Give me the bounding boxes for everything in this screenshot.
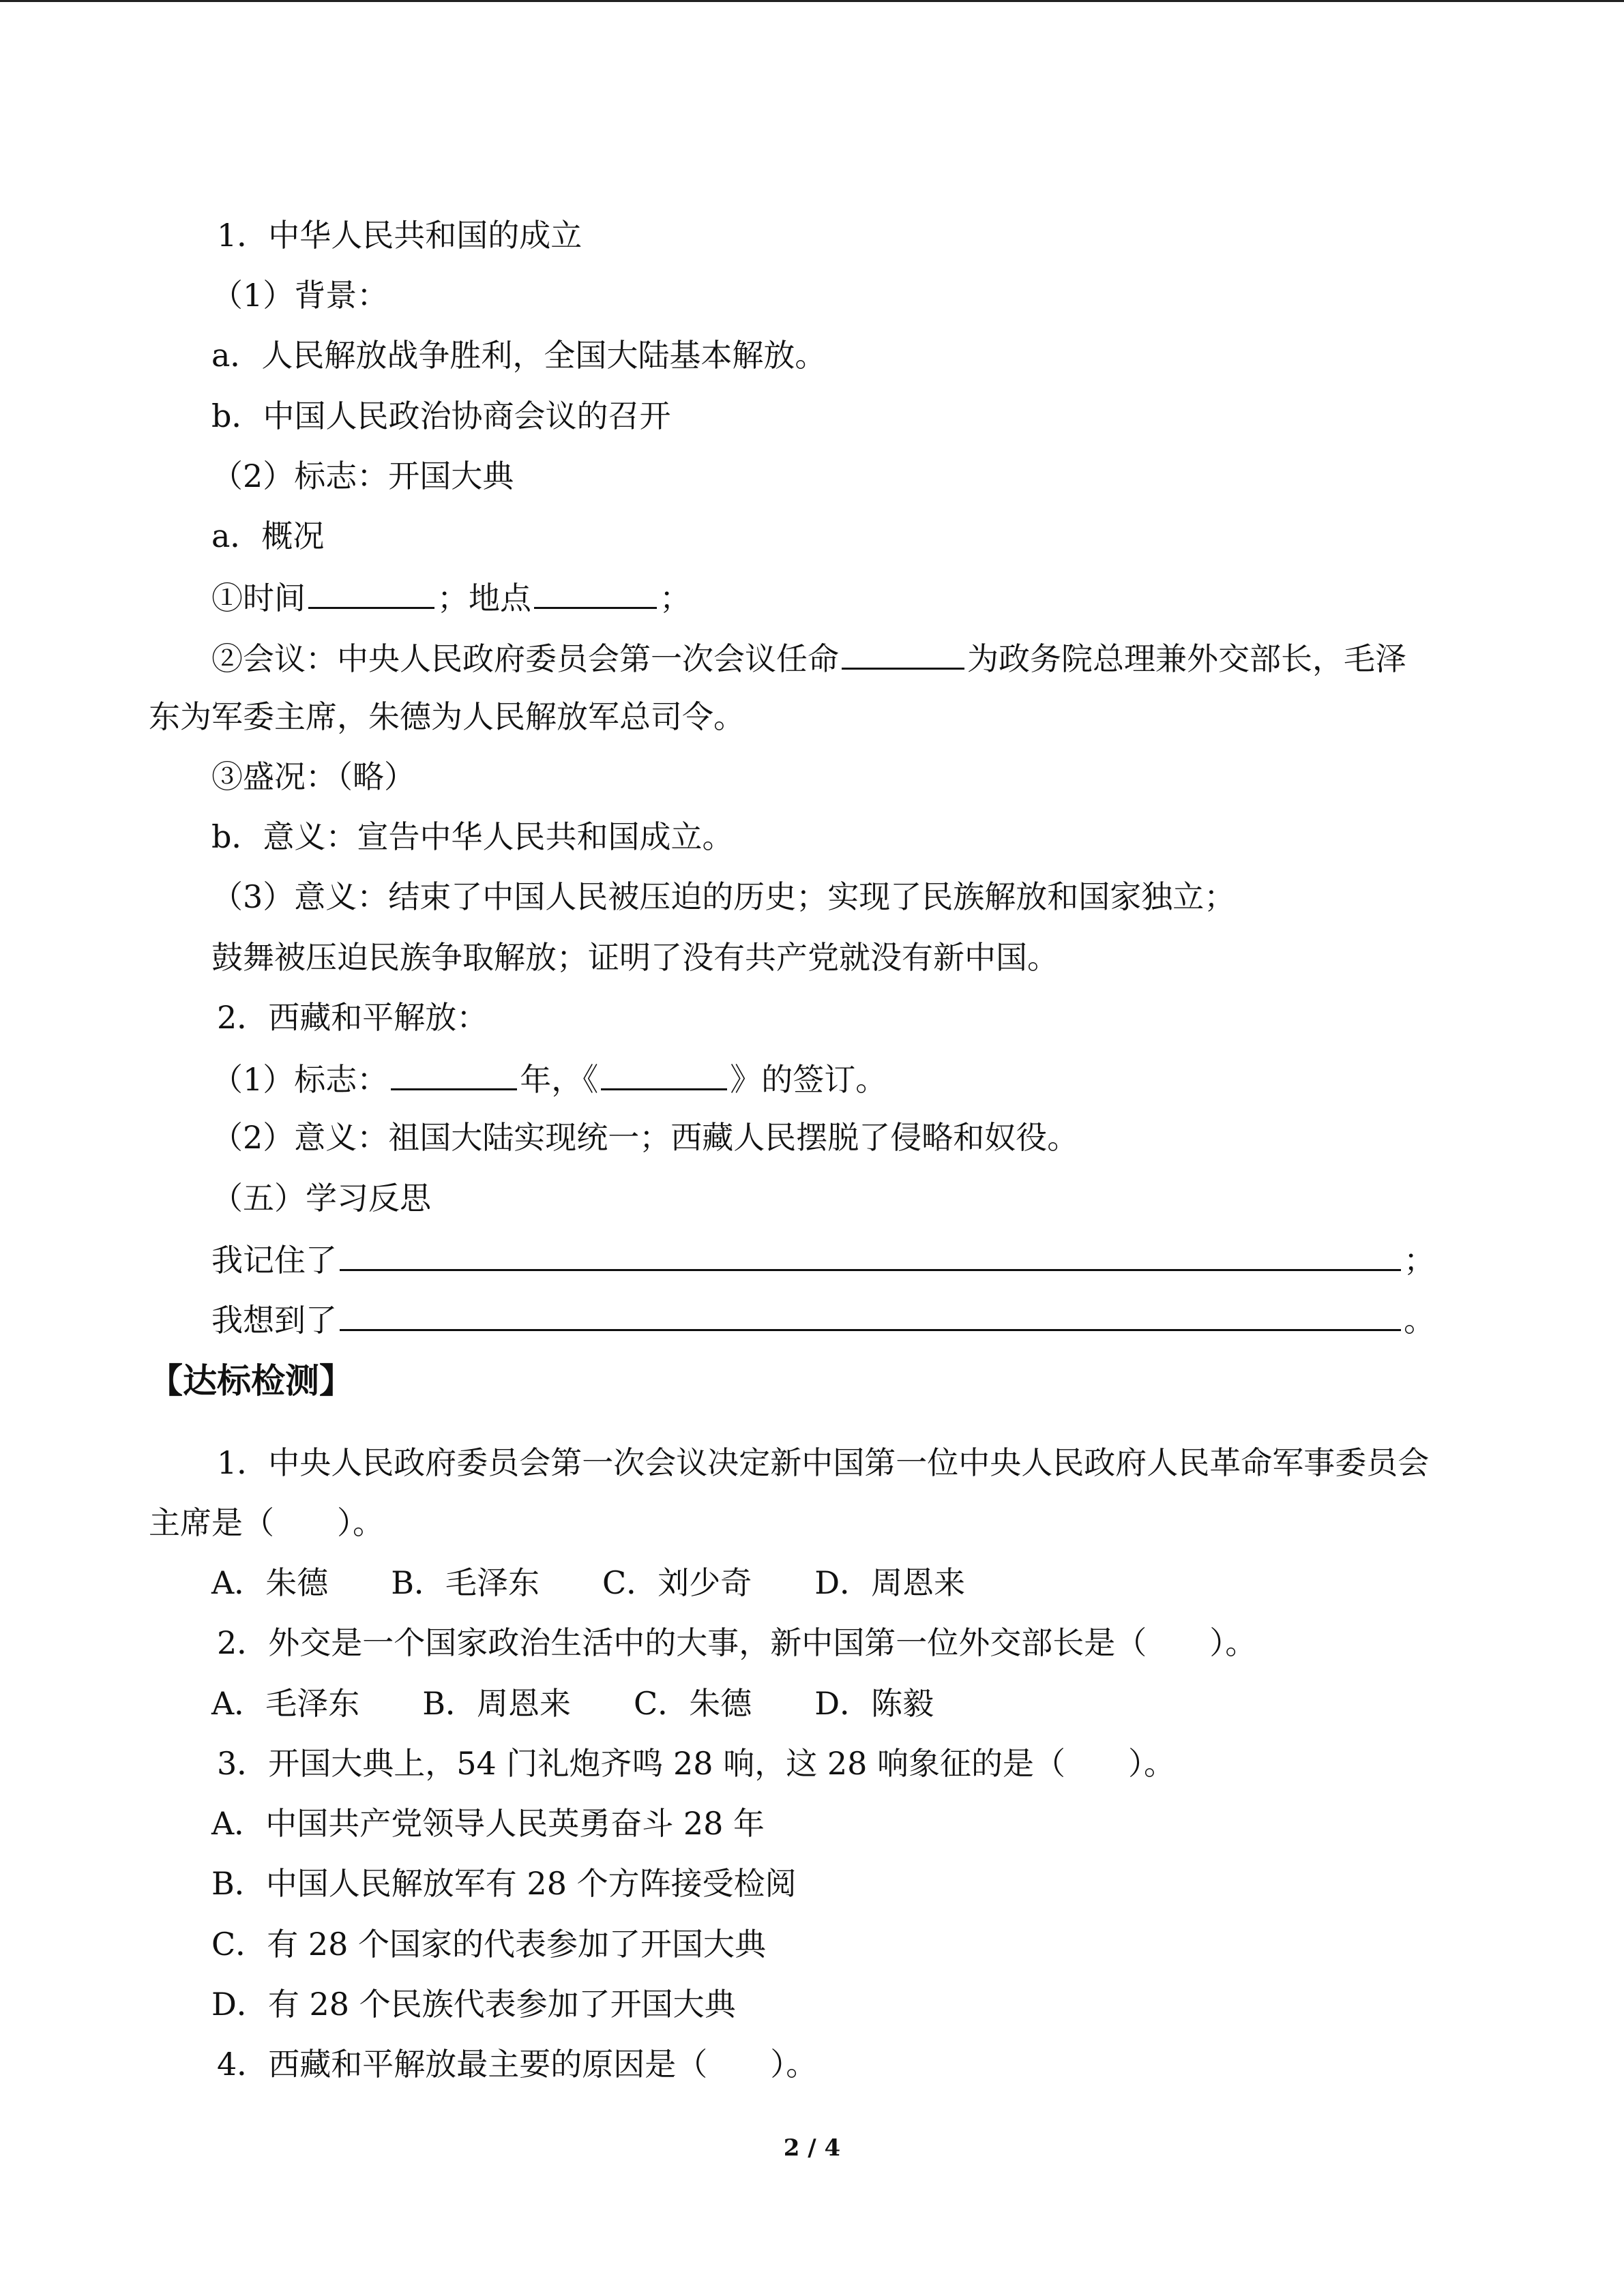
year-blank[interactable]	[391, 1057, 517, 1090]
remember-end: ；	[1404, 1242, 1435, 1279]
think-blank[interactable]	[340, 1298, 1401, 1331]
overview-label: a．概况	[211, 518, 325, 554]
question-1-options: A．朱德 B．毛泽东 C．刘少奇 D．周恩来	[211, 1564, 966, 1601]
tibet-sign-line	[211, 1057, 887, 1100]
question-3: 3．开国大典上，54 门礼炮齐鸣 28 响，这 28 响象征的是（ ）。	[217, 1745, 1175, 1782]
meeting-prefix: ②会议：中央人民政府委员会第一次会议任命	[211, 640, 839, 677]
question-1-line-2: 主席是（ ）。	[149, 1504, 384, 1541]
significance-line-2: 鼓舞被压迫民族争取解放；证明了没有共产党就没有新中国。	[211, 939, 1059, 976]
significance-line-1: （3）意义：结束了中国人民被压迫的历史；实现了民族解放和国家独立；	[211, 878, 1236, 915]
top-border	[0, 0, 1624, 2]
think-line	[211, 1298, 1435, 1341]
question-2: 2．外交是一个国家政治生活中的大事，新中国第一位外交部长是（ ）。	[217, 1624, 1257, 1661]
time-label: ①时间	[211, 580, 306, 616]
question-3-option-b: B．中国人民解放军有 28 个方阵接受检阅	[211, 1865, 797, 1902]
place-blank[interactable]	[534, 576, 657, 609]
background-a: a．人民解放战争胜利，全国大陆基本解放。	[211, 337, 827, 374]
question-2-options: A．毛泽东 B．周恩来 C．朱德 D．陈毅	[211, 1685, 934, 1722]
question-4: 4．西藏和平解放最主要的原因是（ ）。	[217, 2046, 818, 2083]
remember-blank[interactable]	[340, 1238, 1401, 1271]
tibet-sign-prefix: （1）标志：	[211, 1061, 389, 1098]
think-end: 。	[1404, 1302, 1435, 1339]
agreement-blank[interactable]	[601, 1057, 727, 1090]
meeting-suffix: 为政务院总理兼外交部长，毛泽	[967, 640, 1406, 677]
time-blank[interactable]	[308, 576, 434, 609]
meaning-b: b．意义：宣告中华人民共和国成立。	[211, 818, 734, 855]
question-3-option-a: A．中国共产党领导人民英勇奋斗 28 年	[211, 1805, 765, 1842]
premier-blank[interactable]	[842, 636, 964, 670]
place-label: ；地点	[437, 580, 531, 616]
section1-title: 1．中华人民共和国的成立	[217, 217, 582, 254]
background-b: b．中国人民政治协商会议的召开	[211, 398, 671, 434]
tibet-meaning: （2）意义：祖国大陆实现统一；西藏人民摆脱了侵略和奴役。	[211, 1119, 1079, 1156]
section2-title: 2．西藏和平解放：	[217, 999, 488, 1036]
tibet-year-label: 年，《	[520, 1061, 599, 1098]
meeting-line	[211, 636, 1406, 679]
question-3-option-d: D．有 28 个民族代表参加了开国大典	[211, 1986, 736, 2023]
reflection-title: （五）学习反思	[211, 1180, 431, 1217]
question-3-option-c: C．有 28 个国家的代表参加了开国大典	[211, 1926, 766, 1963]
think-label: 我想到了	[211, 1302, 337, 1339]
practice-heading: 【达标检测】	[149, 1361, 353, 1401]
remember-label: 我记住了	[211, 1242, 337, 1279]
remember-line	[211, 1238, 1435, 1281]
grand-occasion: ③盛况：（略）	[211, 758, 415, 795]
background-heading: （1）背景：	[211, 277, 389, 314]
tibet-sign-end: 》的签订。	[730, 1061, 887, 1098]
time-place-line	[211, 576, 691, 618]
meeting-line-2: 东为军委主席，朱德为人民解放军总司令。	[149, 698, 745, 735]
sign-heading: （2）标志：开国大典	[211, 458, 514, 494]
page-number: 2 / 4	[783, 2134, 841, 2162]
time-place-end: ；	[660, 580, 691, 616]
question-1-line-1: 1．中央人民政府委员会第一次会议决定新中国第一位中央人民政府人民革命军事委员会	[217, 1444, 1430, 1481]
